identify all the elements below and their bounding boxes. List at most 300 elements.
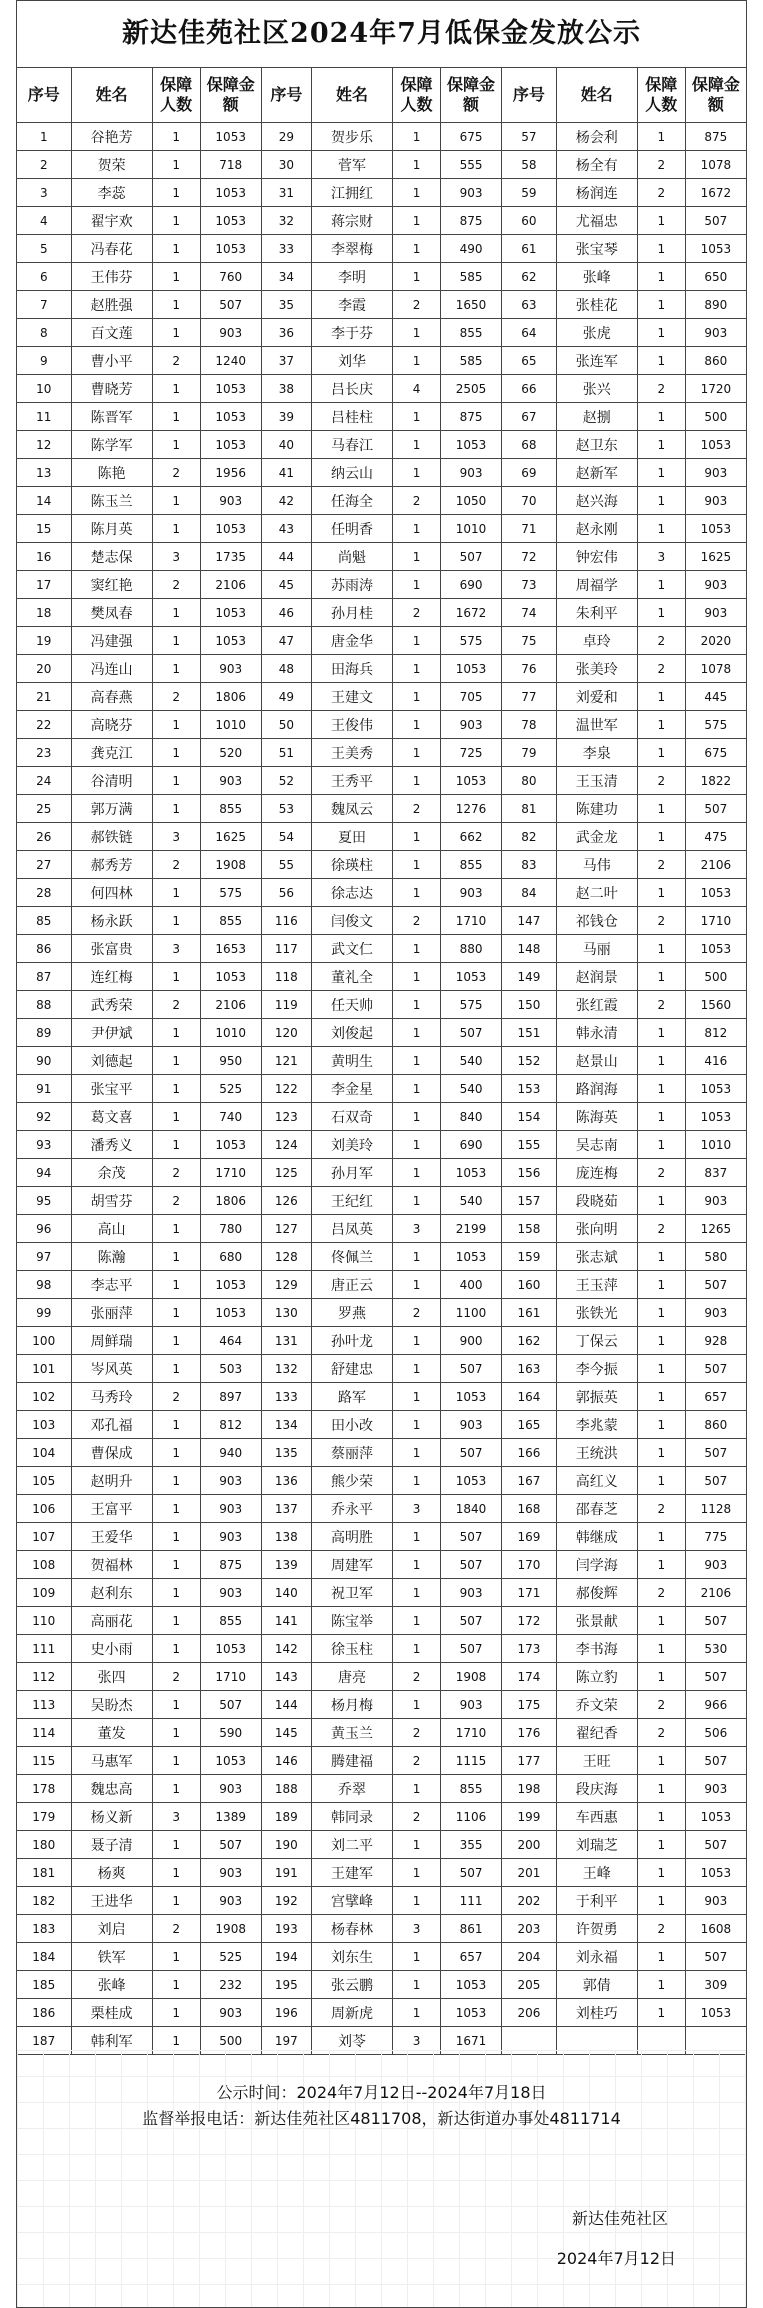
- amount-cell: 1053: [200, 207, 261, 235]
- serial-number-cell: 196: [261, 1999, 311, 2027]
- name-cell: 王美秀: [311, 739, 392, 767]
- name-cell: 任明香: [311, 515, 392, 543]
- amount-cell: 555: [440, 151, 501, 179]
- person-count-cell: 1: [393, 655, 441, 683]
- table-row: [17, 1411, 747, 1439]
- serial-number-cell: 109: [17, 1579, 72, 1607]
- serial-number-cell: 174: [502, 1663, 557, 1691]
- person-count-cell: 1: [393, 767, 441, 795]
- person-count-cell: 1: [393, 1607, 441, 1635]
- amount-cell: 903: [440, 879, 501, 907]
- amount-cell: 903: [200, 1467, 261, 1495]
- person-count-cell: 2: [637, 907, 685, 935]
- table-row: [17, 459, 747, 487]
- serial-number-cell: 142: [261, 1635, 311, 1663]
- person-count-cell: 1: [152, 1327, 200, 1355]
- amount-cell: 860: [685, 1411, 746, 1439]
- person-count-cell: 1: [637, 1299, 685, 1327]
- serial-number-cell: 200: [502, 1831, 557, 1859]
- amount-cell: 1053: [685, 1803, 746, 1831]
- serial-number-cell: 4: [17, 207, 72, 235]
- serial-number-cell: 62: [502, 263, 557, 291]
- name-cell: 闫俊文: [311, 907, 392, 935]
- name-cell: 唐金华: [311, 627, 392, 655]
- table-row: [17, 599, 747, 627]
- person-count-cell: 1: [393, 879, 441, 907]
- amount-cell: 657: [685, 1383, 746, 1411]
- name-cell: 高明胜: [311, 1523, 392, 1551]
- column-header: 保障人数: [637, 68, 685, 123]
- name-cell: 曹保成: [71, 1439, 152, 1467]
- name-cell: 徐瑛柱: [311, 851, 392, 879]
- serial-number-cell: 49: [261, 683, 311, 711]
- column-header: 姓名: [311, 68, 392, 123]
- person-count-cell: 1: [637, 599, 685, 627]
- name-cell: 王玉清: [556, 767, 637, 795]
- table-row: [17, 1523, 747, 1551]
- amount-cell: 232: [200, 1971, 261, 1999]
- serial-number-cell: 31: [261, 179, 311, 207]
- person-count-cell: 1: [152, 1075, 200, 1103]
- amount-cell: 540: [440, 1075, 501, 1103]
- serial-number-cell: 197: [261, 2027, 311, 2055]
- name-cell: 田小改: [311, 1411, 392, 1439]
- serial-number-cell: 114: [17, 1719, 72, 1747]
- amount-cell: 1053: [440, 431, 501, 459]
- amount-cell: 855: [200, 907, 261, 935]
- serial-number-cell: 94: [17, 1159, 72, 1187]
- person-count-cell: 1: [637, 1411, 685, 1439]
- person-count-cell: 2: [152, 1383, 200, 1411]
- person-count-cell: 3: [152, 935, 200, 963]
- column-header: 保障金额: [440, 68, 501, 123]
- amount-cell: 1908: [200, 1915, 261, 1943]
- amount-cell: 940: [200, 1439, 261, 1467]
- amount-cell: 903: [685, 571, 746, 599]
- table-row: [17, 207, 747, 235]
- serial-number-cell: 91: [17, 1075, 72, 1103]
- serial-number-cell: 57: [502, 123, 557, 151]
- amount-cell: 1053: [440, 963, 501, 991]
- person-count-cell: 1: [152, 319, 200, 347]
- name-cell: 陈学军: [71, 431, 152, 459]
- serial-number-cell: 115: [17, 1747, 72, 1775]
- name-cell: 李志平: [71, 1271, 152, 1299]
- name-cell: 马惠军: [71, 1747, 152, 1775]
- serial-number-cell: 134: [261, 1411, 311, 1439]
- serial-number-cell: 151: [502, 1019, 557, 1047]
- person-count-cell: 1: [152, 1523, 200, 1551]
- table-row: [17, 795, 747, 823]
- person-count-cell: 3: [393, 1915, 441, 1943]
- serial-number-cell: 2: [17, 151, 72, 179]
- serial-number-cell: 19: [17, 627, 72, 655]
- serial-number-cell: 108: [17, 1551, 72, 1579]
- person-count-cell: 1: [393, 1103, 441, 1131]
- table-row: [17, 487, 747, 515]
- person-count-cell: 2: [152, 1159, 200, 1187]
- serial-number-cell: 58: [502, 151, 557, 179]
- serial-number-cell: 133: [261, 1383, 311, 1411]
- person-count-cell: 1: [393, 515, 441, 543]
- serial-number-cell: 136: [261, 1467, 311, 1495]
- amount-cell: 1608: [685, 1915, 746, 1943]
- name-cell: 陈立豹: [556, 1663, 637, 1691]
- table-row: [17, 907, 747, 935]
- serial-number-cell: 110: [17, 1607, 72, 1635]
- name-cell: 冯连山: [71, 655, 152, 683]
- serial-number-cell: 180: [17, 1831, 72, 1859]
- amount-cell: 507: [440, 1859, 501, 1887]
- table-row: [17, 655, 747, 683]
- serial-number-cell: 168: [502, 1495, 557, 1523]
- person-count-cell: 1: [152, 1607, 200, 1635]
- serial-number-cell: 27: [17, 851, 72, 879]
- serial-number-cell: 52: [261, 767, 311, 795]
- amount-cell: 507: [440, 1355, 501, 1383]
- person-count-cell: 3: [393, 1215, 441, 1243]
- serial-number-cell: 90: [17, 1047, 72, 1075]
- serial-number-cell: 69: [502, 459, 557, 487]
- name-cell: 余茂: [71, 1159, 152, 1187]
- name-cell: 高山: [71, 1215, 152, 1243]
- serial-number-cell: 65: [502, 347, 557, 375]
- amount-cell: 1053: [685, 1999, 746, 2027]
- amount-cell: 1115: [440, 1747, 501, 1775]
- name-cell: 黄玉兰: [311, 1719, 392, 1747]
- name-cell: 贺步乐: [311, 123, 392, 151]
- amount-cell: 903: [200, 319, 261, 347]
- name-cell: 张铁光: [556, 1299, 637, 1327]
- serial-number-cell: 76: [502, 655, 557, 683]
- person-count-cell: 1: [152, 263, 200, 291]
- serial-number-cell: 129: [261, 1271, 311, 1299]
- amount-cell: 1650: [440, 291, 501, 319]
- amount-cell: 903: [440, 459, 501, 487]
- person-count-cell: 2: [637, 1495, 685, 1523]
- amount-cell: 1710: [440, 1719, 501, 1747]
- table-row: [17, 879, 747, 907]
- issuer-name: 新达佳苑社区: [571, 2209, 668, 2228]
- person-count-cell: 1: [152, 1887, 200, 1915]
- person-count-cell: 1: [637, 1439, 685, 1467]
- amount-cell: 875: [200, 1551, 261, 1579]
- table-row: [17, 291, 747, 319]
- serial-number-cell: 160: [502, 1271, 557, 1299]
- column-header: 序号: [17, 68, 72, 123]
- amount-cell: 507: [685, 795, 746, 823]
- serial-number-cell: 177: [502, 1747, 557, 1775]
- serial-number-cell: 100: [17, 1327, 72, 1355]
- serial-number-cell: 1: [17, 123, 72, 151]
- name-cell: 刘美玲: [311, 1131, 392, 1159]
- name-cell: 李明: [311, 263, 392, 291]
- person-count-cell: 1: [393, 1831, 441, 1859]
- serial-number-cell: 80: [502, 767, 557, 795]
- amount-cell: 530: [685, 1635, 746, 1663]
- person-count-cell: 1: [393, 1411, 441, 1439]
- name-cell: 高春燕: [71, 683, 152, 711]
- name-cell: 刘东生: [311, 1943, 392, 1971]
- person-count-cell: 1: [637, 963, 685, 991]
- person-count-cell: 2: [152, 991, 200, 1019]
- amount-cell: 475: [685, 823, 746, 851]
- serial-number-cell: 73: [502, 571, 557, 599]
- serial-number-cell: 128: [261, 1243, 311, 1271]
- person-count-cell: 1: [393, 263, 441, 291]
- name-cell: 菅军: [311, 151, 392, 179]
- serial-number-cell: 191: [261, 1859, 311, 1887]
- table-row: [17, 1915, 747, 1943]
- table-row: [17, 319, 747, 347]
- table-row: [17, 431, 747, 459]
- name-cell: 温世军: [556, 711, 637, 739]
- table-row: [17, 627, 747, 655]
- person-count-cell: 1: [393, 431, 441, 459]
- amount-cell: 1128: [685, 1495, 746, 1523]
- person-count-cell: 1: [637, 403, 685, 431]
- name-cell: 邓孔福: [71, 1411, 152, 1439]
- serial-number-cell: 102: [17, 1383, 72, 1411]
- amount-cell: 903: [685, 1299, 746, 1327]
- name-cell: 江拥红: [311, 179, 392, 207]
- amount-cell: 1625: [200, 823, 261, 851]
- amount-cell: 575: [440, 991, 501, 1019]
- name-cell: 乔永平: [311, 1495, 392, 1523]
- name-cell: 乔文荣: [556, 1691, 637, 1719]
- person-count-cell: 1: [637, 1831, 685, 1859]
- amount-cell: 525: [200, 1075, 261, 1103]
- serial-number-cell: 165: [502, 1411, 557, 1439]
- name-cell: 孙月军: [311, 1159, 392, 1187]
- person-count-cell: 1: [393, 991, 441, 1019]
- serial-number-cell: 15: [17, 515, 72, 543]
- name-cell: 刘永福: [556, 1943, 637, 1971]
- name-cell: 杨春林: [311, 1915, 392, 1943]
- person-count-cell: 1: [637, 487, 685, 515]
- serial-number-cell: 6: [17, 263, 72, 291]
- person-count-cell: 2: [393, 795, 441, 823]
- amount-cell: 2106: [685, 851, 746, 879]
- serial-number-cell: 56: [261, 879, 311, 907]
- serial-number-cell: 135: [261, 1439, 311, 1467]
- serial-number-cell: 7: [17, 291, 72, 319]
- name-cell: 杨永跃: [71, 907, 152, 935]
- person-count-cell: 1: [152, 431, 200, 459]
- person-count-cell: 1: [393, 179, 441, 207]
- name-cell: 李书海: [556, 1635, 637, 1663]
- table-row: [17, 1943, 747, 1971]
- person-count-cell: 2: [393, 599, 441, 627]
- person-count-cell: 1: [152, 1747, 200, 1775]
- serial-number-cell: 40: [261, 431, 311, 459]
- table-row: [17, 1495, 747, 1523]
- name-cell: 孙叶龙: [311, 1327, 392, 1355]
- person-count-cell: 2: [152, 459, 200, 487]
- serial-number-cell: 111: [17, 1635, 72, 1663]
- serial-number-cell: 75: [502, 627, 557, 655]
- table-row: [17, 1159, 747, 1187]
- amount-cell: 840: [440, 1103, 501, 1131]
- table-row: [17, 1383, 747, 1411]
- amount-cell: 507: [685, 1943, 746, 1971]
- amount-cell: 675: [440, 123, 501, 151]
- person-count-cell: 3: [152, 823, 200, 851]
- name-cell: 卓玲: [556, 627, 637, 655]
- name-cell: 吴志南: [556, 1131, 637, 1159]
- serial-number-cell: 45: [261, 571, 311, 599]
- serial-number-cell: 175: [502, 1691, 557, 1719]
- name-cell: 李翠梅: [311, 235, 392, 263]
- serial-number-cell: 167: [502, 1467, 557, 1495]
- person-count-cell: 3: [393, 2027, 441, 2055]
- person-count-cell: 1: [393, 739, 441, 767]
- person-count-cell: 1: [637, 1383, 685, 1411]
- name-cell: 段晓茹: [556, 1187, 637, 1215]
- amount-cell: 540: [440, 1187, 501, 1215]
- serial-number-cell: 35: [261, 291, 311, 319]
- name-cell: 杨全有: [556, 151, 637, 179]
- person-count-cell: 1: [152, 1271, 200, 1299]
- name-cell: 张峰: [71, 1971, 152, 1999]
- amount-cell: 500: [685, 963, 746, 991]
- amount-cell: 507: [685, 1663, 746, 1691]
- serial-number-cell: 61: [502, 235, 557, 263]
- amount-cell: 662: [440, 823, 501, 851]
- person-count-cell: 2: [637, 179, 685, 207]
- table-row: [17, 1131, 747, 1159]
- serial-number-cell: 97: [17, 1243, 72, 1271]
- serial-number-cell: 29: [261, 123, 311, 151]
- amount-cell: 1053: [685, 879, 746, 907]
- person-count-cell: 1: [637, 1467, 685, 1495]
- serial-number-cell: 84: [502, 879, 557, 907]
- person-count-cell: 1: [152, 795, 200, 823]
- table-row: [17, 347, 747, 375]
- person-count-cell: 1: [393, 683, 441, 711]
- person-count-cell: 1: [152, 1579, 200, 1607]
- table-row: [17, 403, 747, 431]
- name-cell: 李霞: [311, 291, 392, 319]
- name-cell: 张志斌: [556, 1243, 637, 1271]
- person-count-cell: 2: [637, 1719, 685, 1747]
- person-count-cell: 1: [637, 263, 685, 291]
- person-count-cell: 1: [152, 515, 200, 543]
- person-count-cell: 2: [152, 347, 200, 375]
- name-cell: 樊凤春: [71, 599, 152, 627]
- person-count-cell: 1: [637, 347, 685, 375]
- person-count-cell: 1: [152, 1859, 200, 1887]
- serial-number-cell: 162: [502, 1327, 557, 1355]
- serial-number-cell: 205: [502, 1971, 557, 1999]
- name-cell: 王建军: [311, 1859, 392, 1887]
- person-count-cell: 1: [152, 1999, 200, 2027]
- amount-cell: 111: [440, 1887, 501, 1915]
- amount-cell: 1053: [200, 403, 261, 431]
- amount-cell: 903: [200, 1495, 261, 1523]
- person-count-cell: 1: [637, 1103, 685, 1131]
- name-cell: 刘瑞芝: [556, 1831, 637, 1859]
- amount-cell: 1053: [200, 627, 261, 655]
- name-cell: 路润海: [556, 1075, 637, 1103]
- name-cell: 魏凤云: [311, 795, 392, 823]
- person-count-cell: 1: [393, 823, 441, 851]
- name-cell: 马秀玲: [71, 1383, 152, 1411]
- serial-number-cell: 121: [261, 1047, 311, 1075]
- person-count-cell: 1: [393, 1859, 441, 1887]
- person-count-cell: 1: [393, 235, 441, 263]
- serial-number-cell: 68: [502, 431, 557, 459]
- amount-cell: 855: [440, 1775, 501, 1803]
- name-cell: 王进华: [71, 1887, 152, 1915]
- serial-number-cell: 24: [17, 767, 72, 795]
- person-count-cell: 1: [152, 291, 200, 319]
- person-count-cell: 1: [152, 1411, 200, 1439]
- amount-cell: 1078: [685, 151, 746, 179]
- serial-number-cell: 8: [17, 319, 72, 347]
- person-count-cell: 1: [637, 431, 685, 459]
- table-row: [17, 711, 747, 739]
- serial-number-cell: 156: [502, 1159, 557, 1187]
- name-cell: 杨润连: [556, 179, 637, 207]
- amount-cell: 855: [440, 319, 501, 347]
- serial-number-cell: 144: [261, 1691, 311, 1719]
- person-count-cell: 2: [637, 627, 685, 655]
- person-count-cell: 1: [393, 459, 441, 487]
- serial-number-cell: 5: [17, 235, 72, 263]
- person-count-cell: 1: [152, 1775, 200, 1803]
- name-cell: 张红霞: [556, 991, 637, 1019]
- name-cell: 周建军: [311, 1551, 392, 1579]
- person-count-cell: 1: [637, 683, 685, 711]
- serial-number-cell: 48: [261, 655, 311, 683]
- amount-cell: 1389: [200, 1803, 261, 1831]
- table-row: [17, 179, 747, 207]
- amount-cell: 1625: [685, 543, 746, 571]
- person-count-cell: 1: [637, 1131, 685, 1159]
- name-cell: 张美玲: [556, 655, 637, 683]
- amount-cell: 507: [685, 1439, 746, 1467]
- person-count-cell: 1: [637, 235, 685, 263]
- person-count-cell: 1: [393, 1691, 441, 1719]
- name-cell: 蔡丽萍: [311, 1439, 392, 1467]
- person-count-cell: 1: [393, 403, 441, 431]
- amount-cell: 690: [440, 571, 501, 599]
- amount-cell: 966: [685, 1691, 746, 1719]
- person-count-cell: 1: [393, 1579, 441, 1607]
- footer-panel: [16, 2050, 747, 2308]
- amount-cell: 1908: [440, 1663, 501, 1691]
- serial-number-cell: 87: [17, 963, 72, 991]
- column-header: 保障金额: [200, 68, 261, 123]
- name-cell: 曹小平: [71, 347, 152, 375]
- name-cell: 陈月英: [71, 515, 152, 543]
- name-cell: 王玉萍: [556, 1271, 637, 1299]
- serial-number-cell: 126: [261, 1187, 311, 1215]
- amount-cell: 1078: [685, 655, 746, 683]
- person-count-cell: 2: [152, 683, 200, 711]
- serial-number-cell: 28: [17, 879, 72, 907]
- amount-cell: 507: [685, 1467, 746, 1495]
- person-count-cell: 2: [393, 1719, 441, 1747]
- person-count-cell: 1: [393, 1187, 441, 1215]
- amount-cell: 2199: [440, 1215, 501, 1243]
- person-count-cell: 2: [152, 571, 200, 599]
- serial-number-cell: 173: [502, 1635, 557, 1663]
- amount-cell: 1956: [200, 459, 261, 487]
- serial-number-cell: 20: [17, 655, 72, 683]
- amount-cell: 860: [685, 347, 746, 375]
